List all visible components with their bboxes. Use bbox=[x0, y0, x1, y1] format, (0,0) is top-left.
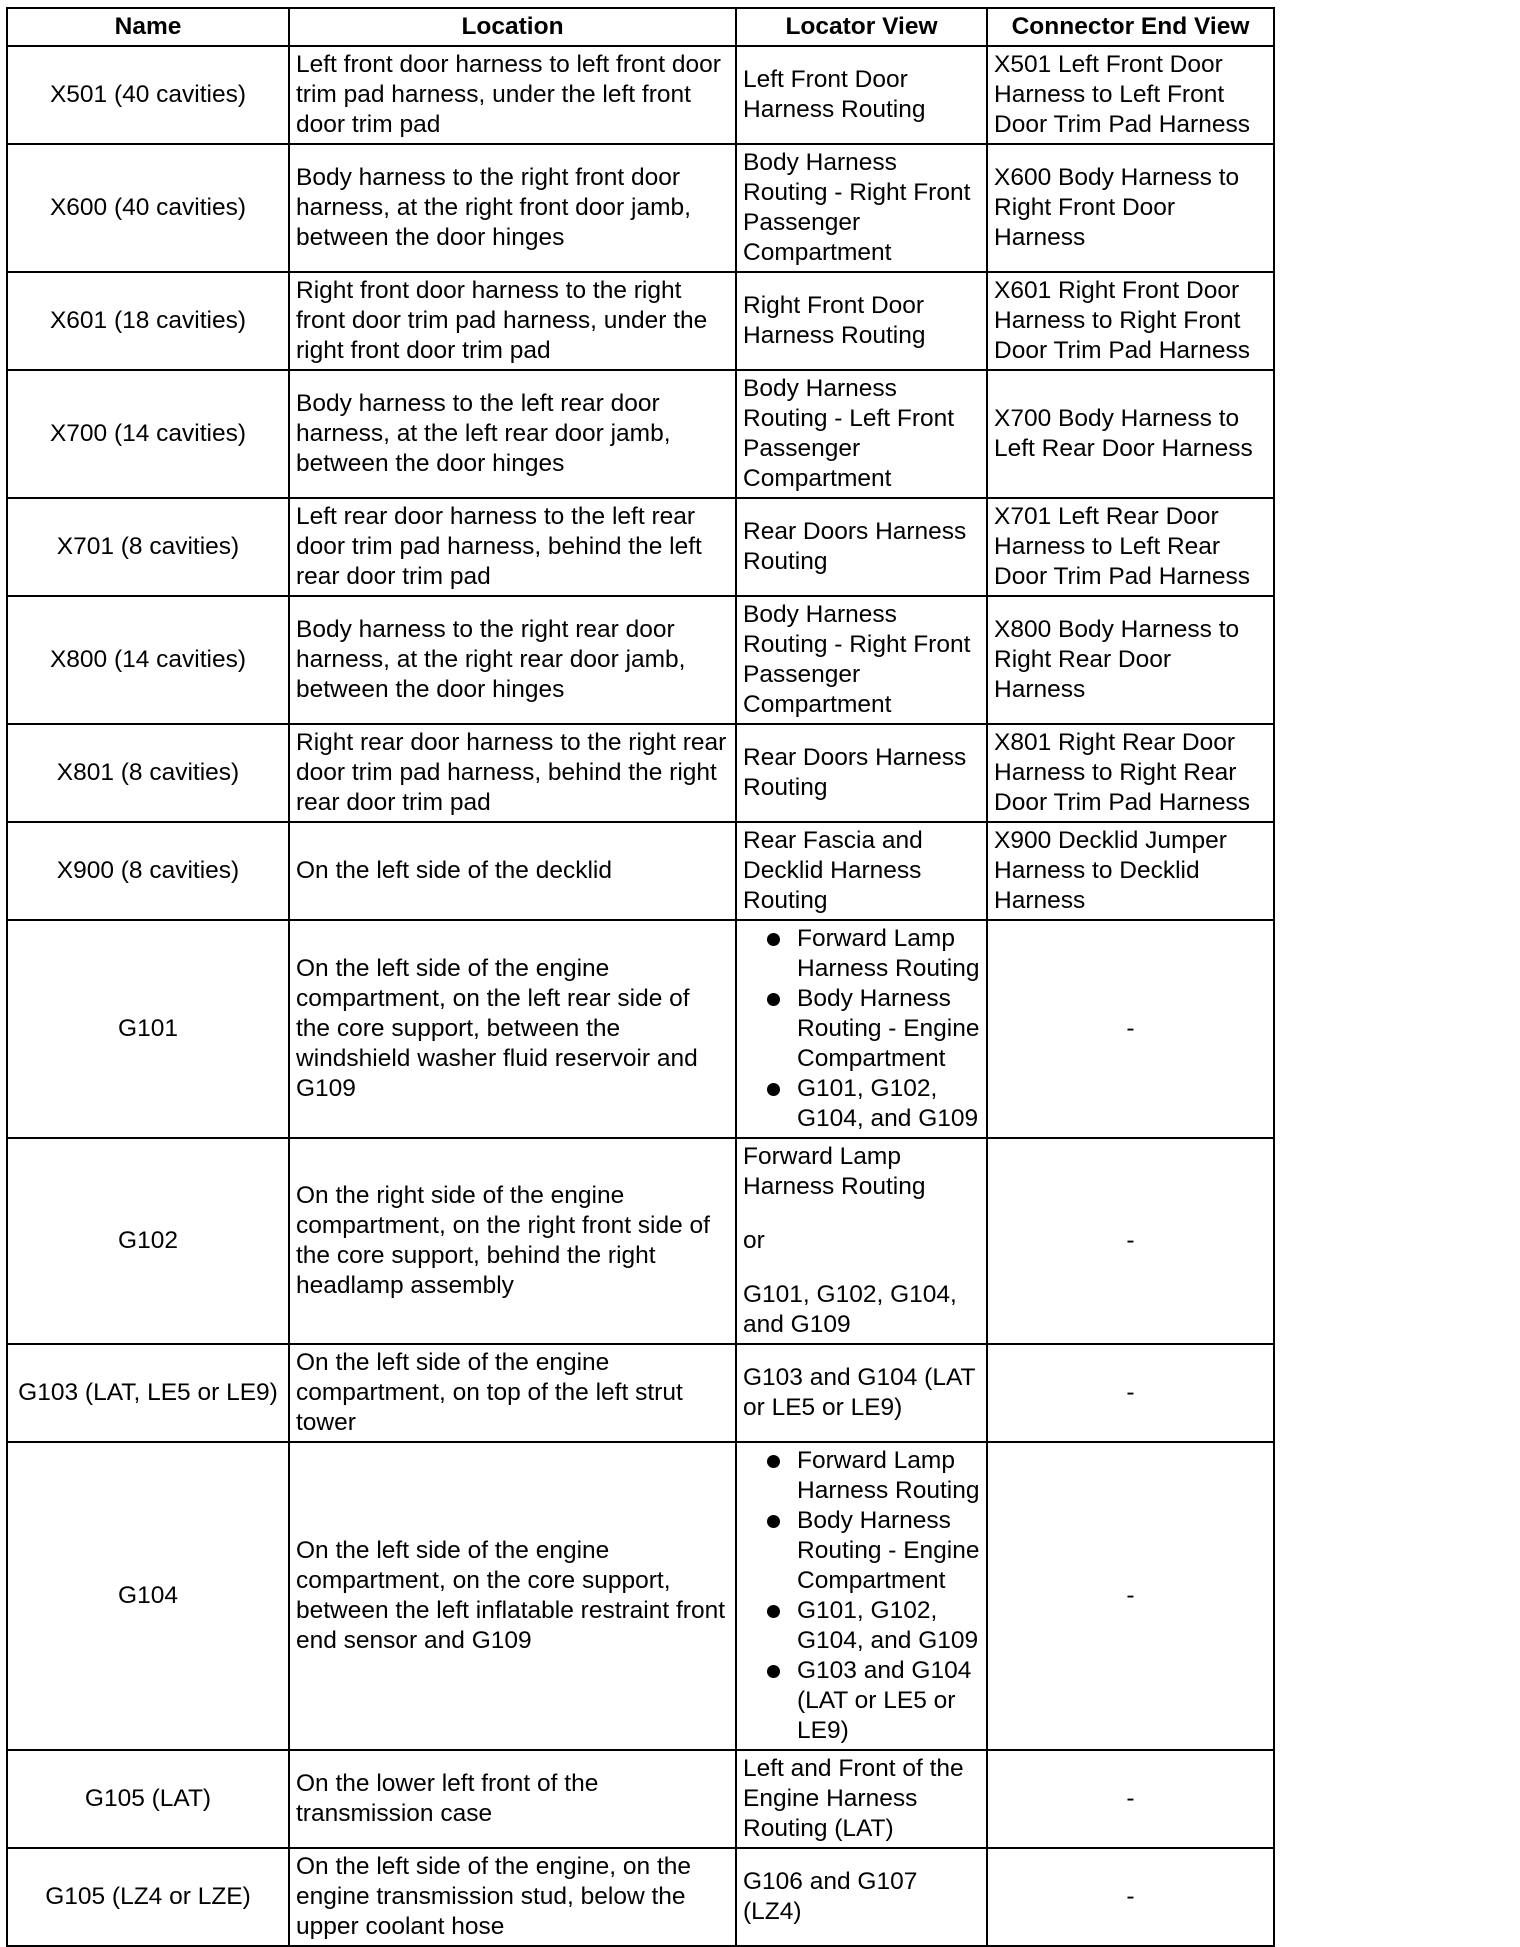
table-row bbox=[7, 1442, 1274, 1750]
locator-view-cell: Body Harness Routing - Left Front Passenger Compartment bbox=[736, 370, 987, 498]
locator-view-item: Forward Lamp Harness Routing bbox=[765, 1446, 980, 1506]
connector-end-view-cell: - bbox=[987, 1344, 1274, 1442]
locator-view-cell: Rear Fascia and Decklid Harness Routing bbox=[736, 822, 987, 920]
location-cell: Left front door harness to left front door trim pad harness, under the left front door trim pad bbox=[289, 46, 736, 144]
table-row bbox=[7, 272, 1274, 370]
locator-view-line: Forward Lamp Harness Routing bbox=[743, 1143, 926, 1200]
location-cell: Body harness to the left rear door harness, at the left rear door jamb, between the door hinges bbox=[289, 370, 736, 498]
name-cell: G103 (LAT, LE5 or LE9) bbox=[7, 1344, 289, 1442]
header-row bbox=[7, 8, 1274, 46]
locator-view-line: G101, G102, G104, and G109 bbox=[743, 1281, 957, 1338]
connector-end-view-cell: X601 Right Front Door Harness to Right Front Door Trim Pad Harness bbox=[987, 272, 1274, 370]
locator-view-or: or bbox=[743, 1227, 765, 1254]
name-cell: X600 (40 cavities) bbox=[7, 144, 289, 272]
connector-end-view-cell: - bbox=[987, 1848, 1274, 1946]
locator-view-cell bbox=[736, 1442, 987, 1750]
table-row bbox=[7, 1848, 1274, 1946]
table-row bbox=[7, 596, 1274, 724]
locator-view-cell: Left and Front of the Engine Harness Routing (LAT) bbox=[736, 1750, 987, 1848]
name-cell: X700 (14 cavities) bbox=[7, 370, 289, 498]
table-row bbox=[7, 498, 1274, 596]
location-cell: Left rear door harness to the left rear door trim pad harness, behind the left rear door trim pad bbox=[289, 498, 736, 596]
connector-end-view-cell: - bbox=[987, 920, 1274, 1138]
location-cell: On the left side of the engine compartment, on top of the left strut tower bbox=[289, 1344, 736, 1442]
location-cell: Right front door harness to the right front door trim pad harness, under the right front door trim pad bbox=[289, 272, 736, 370]
locator-view-cell: Right Front Door Harness Routing bbox=[736, 272, 987, 370]
name-cell: X900 (8 cavities) bbox=[7, 822, 289, 920]
locator-view-cell bbox=[736, 920, 987, 1138]
location-cell: Body harness to the right rear door harness, at the right rear door jamb, between the door hinges bbox=[289, 596, 736, 724]
locator-view-item: Forward Lamp Harness Routing bbox=[765, 924, 980, 984]
locator-view-cell: Body Harness Routing - Right Front Passenger Compartment bbox=[736, 596, 987, 724]
location-cell: On the left side of the engine compartment, on the core support, between the left inflatable restraint front end sensor and G109 bbox=[289, 1442, 736, 1750]
location-cell: On the left side of the engine, on the engine transmission stud, below the upper coolant hose bbox=[289, 1848, 736, 1946]
connector-end-view-cell: - bbox=[987, 1138, 1274, 1344]
connector-end-view-cell: - bbox=[987, 1442, 1274, 1750]
locator-view-item: Body Harness Routing - Engine Compartment bbox=[765, 984, 980, 1074]
locator-view-cell: G106 and G107 (LZ4) bbox=[736, 1848, 987, 1946]
table-row bbox=[7, 1750, 1274, 1848]
name-cell: G104 bbox=[7, 1442, 289, 1750]
locator-view-cell: Rear Doors Harness Routing bbox=[736, 498, 987, 596]
name-cell: G101 bbox=[7, 920, 289, 1138]
table-row bbox=[7, 370, 1274, 498]
table-row bbox=[7, 144, 1274, 272]
connector-end-view-cell: X801 Right Rear Door Harness to Right Rear Door Trim Pad Harness bbox=[987, 724, 1274, 822]
name-cell: X501 (40 cavities) bbox=[7, 46, 289, 144]
location-cell: On the left side of the engine compartment, on the left rear side of the core support, between the windshield washer fluid reservoir and G109 bbox=[289, 920, 736, 1138]
header-connector-end-view: Connector End View bbox=[987, 8, 1274, 46]
name-cell: X701 (8 cavities) bbox=[7, 498, 289, 596]
locator-view-cell: Left Front Door Harness Routing bbox=[736, 46, 987, 144]
connector-table bbox=[6, 7, 1275, 1947]
table-row bbox=[7, 920, 1274, 1138]
table-row bbox=[7, 724, 1274, 822]
connector-end-view-cell: X800 Body Harness to Right Rear Door Harness bbox=[987, 596, 1274, 724]
connector-end-view-cell: X900 Decklid Jumper Harness to Decklid Harness bbox=[987, 822, 1274, 920]
connector-end-view-cell: - bbox=[987, 1750, 1274, 1848]
locator-view-item: G101, G102, G104, and G109 bbox=[765, 1596, 980, 1656]
locator-view-cell: Body Harness Routing - Right Front Passenger Compartment bbox=[736, 144, 987, 272]
locator-view-cell bbox=[736, 1138, 987, 1344]
table-row bbox=[7, 1138, 1274, 1344]
location-cell: Body harness to the right front door harness, at the right front door jamb, between the door hinges bbox=[289, 144, 736, 272]
locator-view-list bbox=[743, 1446, 980, 1746]
name-cell: G105 (LZ4 or LZE) bbox=[7, 1848, 289, 1946]
header-location: Location bbox=[289, 8, 736, 46]
table-row bbox=[7, 46, 1274, 144]
name-cell: X801 (8 cavities) bbox=[7, 724, 289, 822]
table-row bbox=[7, 822, 1274, 920]
locator-view-cell: G103 and G104 (LAT or LE5 or LE9) bbox=[736, 1344, 987, 1442]
name-cell: X800 (14 cavities) bbox=[7, 596, 289, 724]
connector-end-view-cell: X600 Body Harness to Right Front Door Harness bbox=[987, 144, 1274, 272]
name-cell: G105 (LAT) bbox=[7, 1750, 289, 1848]
location-cell: On the lower left front of the transmission case bbox=[289, 1750, 736, 1848]
header-locator-view: Locator View bbox=[736, 8, 987, 46]
locator-view-list bbox=[743, 924, 980, 1134]
location-cell: Right rear door harness to the right rear door trim pad harness, behind the right rear door trim pad bbox=[289, 724, 736, 822]
locator-view-item: G103 and G104 (LAT or LE5 or LE9) bbox=[765, 1656, 980, 1746]
location-cell: On the left side of the decklid bbox=[289, 822, 736, 920]
locator-view-item: Body Harness Routing - Engine Compartment bbox=[765, 1506, 980, 1596]
connector-end-view-cell: X701 Left Rear Door Harness to Left Rear Door Trim Pad Harness bbox=[987, 498, 1274, 596]
locator-view-cell: Rear Doors Harness Routing bbox=[736, 724, 987, 822]
name-cell: G102 bbox=[7, 1138, 289, 1344]
header-name: Name bbox=[7, 8, 289, 46]
name-cell: X601 (18 cavities) bbox=[7, 272, 289, 370]
location-cell: On the right side of the engine compartment, on the right front side of the core support, behind the right headlamp assembly bbox=[289, 1138, 736, 1344]
locator-view-item: G101, G102, G104, and G109 bbox=[765, 1074, 980, 1134]
connector-end-view-cell: X700 Body Harness to Left Rear Door Harness bbox=[987, 370, 1274, 498]
table-row bbox=[7, 1344, 1274, 1442]
connector-end-view-cell: X501 Left Front Door Harness to Left Front Door Trim Pad Harness bbox=[987, 46, 1274, 144]
